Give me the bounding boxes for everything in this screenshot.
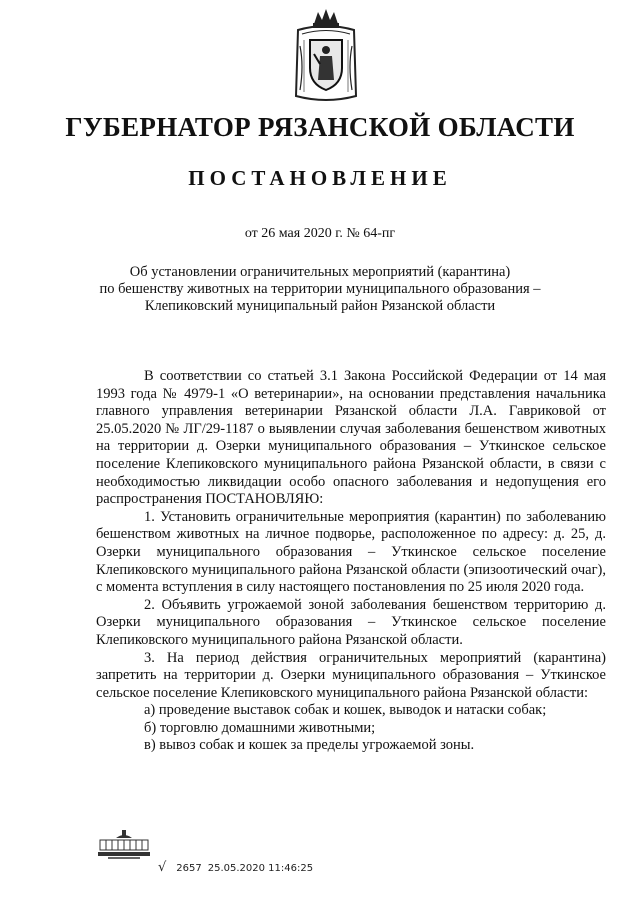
title-line: Клепиковский муниципальный район Рязанской области bbox=[144, 298, 496, 314]
registration-stamp bbox=[158, 860, 313, 875]
document-body bbox=[96, 368, 606, 755]
document-title bbox=[60, 264, 580, 315]
clause-3: 3. На период действия ограничительных мероприятий (карантина) запретить на территории д. Озерки муниципального образования – Уткинское сельское поселение Клепиковского муниципального района Рязанской области: bbox=[96, 649, 606, 701]
building-logo-icon bbox=[96, 828, 152, 860]
registration-number: 2657 bbox=[176, 863, 202, 874]
title-line: по бешенству животных на территории муниципального образования – bbox=[99, 281, 541, 297]
clause-3-item-a: а) проведение выставок собак и кошек, выводок и натаски собак; bbox=[144, 702, 547, 719]
clause-3-item-c: в) вывоз собак и кошек за пределы угрожаемой зоны. bbox=[144, 737, 475, 754]
coat-of-arms-icon bbox=[290, 6, 362, 106]
clause-1: 1. Установить ограничительные мероприятия (карантин) по заболеванию бешенством животных на личное подворье, расположенное по адресу: д. 25, д. Озерки муниципального образования – Уткинское сельское поселение Клепиковского муниципального района Рязанской области (эпизоотический очаг), с момента вступления в силу настоящего постановления по 25 июля 2020 года. bbox=[96, 508, 606, 596]
clause-3-item-b: б) торговлю домашними животными; bbox=[144, 719, 376, 736]
document-date-number: от 26 мая 2020 г. № 64-пг bbox=[244, 226, 396, 241]
title-line: Об установлении ограничительных мероприятий (карантина) bbox=[129, 264, 511, 280]
preamble-paragraph: В соответствии со статьей 3.1 Закона Российской Федерации от 14 мая 1993 года № 4979-1 «О ветеринарии», на основании представления начальника главного управления ветеринарии Рязанской области Л.А. Гавриковой от 25.05.2020 № ЛГ/29-1187 о выявлении случая заболевания бешенством животных на территории д. Озерки муниципального образования – Уткинское сельское поселение Клепиковского муниципального района Рязанской области, в связи с необходимостью ликвидации особо опасного заболевания и недопущения его распространения ПОСТАНОВЛЯЮ: bbox=[96, 368, 606, 508]
clause-2: 2. Объявить угрожаемой зоной заболевания бешенством территорию д. Озерки муниципального образования – Уткинское сельское поселение Клепиковского муниципального района Рязанской области. bbox=[96, 596, 606, 648]
registration-datetime: 25.05.2020 11:46:25 bbox=[207, 863, 314, 874]
handwritten-mark-icon: √ bbox=[158, 860, 167, 875]
issuing-authority: ГУБЕРНАТОР РЯЗАНСКОЙ ОБЛАСТИ bbox=[65, 112, 575, 142]
document-type: ПОСТАНОВЛЕНИЕ bbox=[188, 166, 452, 190]
